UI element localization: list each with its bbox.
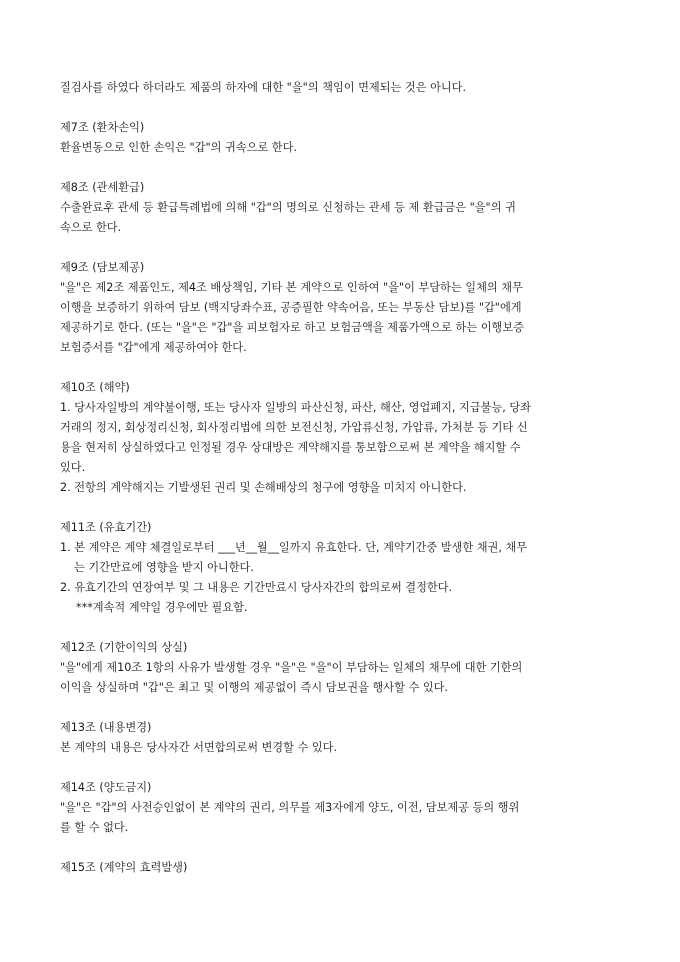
article-8-line-2: 속으로 한다. xyxy=(60,221,122,234)
spacer xyxy=(60,618,622,638)
article-12-title: 제12조 (기한이익의 상실) xyxy=(60,641,188,654)
article-10-line-3: 용을 현저히 상실하였다고 인정될 경우 상대방은 계약해지를 통보함으로써 본 계약을 해지할 수 xyxy=(60,441,521,454)
article-13 xyxy=(60,718,622,758)
article-11-line-2: 는 기간만료에 영향을 받지 아니한다. xyxy=(74,561,254,574)
article-10-title: 제10조 (해약) xyxy=(60,381,130,394)
article-12-line-2: 이익을 상실하며 "갑"은 최고 및 이행의 제공없이 즉시 담보권을 행사할 수 있다. xyxy=(60,681,448,694)
spacer xyxy=(60,698,622,718)
article-9-line-4: 보험증서를 "갑"에게 제공하여야 한다. xyxy=(60,341,247,354)
article-10-line-2: 거래의 정지, 회상정리신청, 회사정리법에 의한 보전신청, 가압류신청, 가압류, 가처분 등 기타 신 xyxy=(60,421,528,434)
article-10-line-1: 1. 당사자일방의 계약불이행, 또는 당사자 일방의 파산신청, 파산, 해산, 영업폐지, 지급불능, 당좌 xyxy=(60,401,531,414)
article-11-note: ***계속적 계약일 경우에만 필요함. xyxy=(76,601,248,614)
spacer xyxy=(60,358,622,378)
article-12 xyxy=(60,638,622,698)
article-14-line-2: 를 할 수 없다. xyxy=(60,821,129,834)
article-14 xyxy=(60,778,622,838)
spacer xyxy=(60,158,622,178)
spacer xyxy=(60,498,622,518)
continued-text-line: 질검사를 하였다 하더라도 제품의 하자에 대한 "을"의 책임이 면제되는 것은 아니다. xyxy=(60,81,467,94)
article-11-line-3: 2. 유효기간의 연장여부 및 그 내용은 기간만료시 당사자간의 합의로써 결정한다. xyxy=(60,581,453,594)
article-11 xyxy=(60,518,622,618)
spacer xyxy=(60,838,622,858)
article-8 xyxy=(60,178,622,238)
article-9-title: 제9조 (담보제공) xyxy=(60,261,145,274)
article-9 xyxy=(60,258,622,358)
article-15 xyxy=(60,858,622,878)
article-13-title: 제13조 (내용변경) xyxy=(60,721,152,734)
article-8-line-1: 수출완료후 관세 등 환급특례법에 의해 "갑"의 명의로 신청하는 관세 등 제 환급금은 "을"의 귀 xyxy=(60,201,516,214)
article-13-line-1: 본 계약의 내용은 당사자간 서면합의로써 변경할 수 있다. xyxy=(60,741,338,754)
article-15-title: 제15조 (계약의 효력발생) xyxy=(60,861,188,874)
article-10-line-5: 2. 전항의 계약해지는 기발생된 권리 및 손해배상의 청구에 영향을 미치지 아니한다. xyxy=(60,481,467,494)
article-11-line-1: 1. 본 계약은 계약 체결일로부터 ___년__월__일까지 유효한다. 단, 계약기간중 발생한 채권, 채무 xyxy=(60,541,528,554)
article-9-line-1: "을"은 제2조 제품인도, 제4조 배상책임, 기타 본 계약으로 인하여 "을"이 부담하는 일체의 채무 xyxy=(60,281,523,294)
spacer xyxy=(60,98,622,118)
article-7-title: 제7조 (환차손익) xyxy=(60,121,145,134)
article-7 xyxy=(60,118,622,158)
spacer xyxy=(60,758,622,778)
article-8-title: 제8조 (관세환급) xyxy=(60,181,145,194)
article-7-line-1: 환율변동으로 인한 손익은 "갑"의 귀속으로 한다. xyxy=(60,141,297,154)
spacer xyxy=(60,238,622,258)
article-10-line-4: 있다. xyxy=(60,461,86,474)
article-14-line-1: "을"은 "갑"의 사전승인없이 본 계약의 권리, 의무를 제3자에게 양도, 이전, 담보제공 등의 행위 xyxy=(60,801,520,814)
article-10 xyxy=(60,378,622,498)
article-11-title: 제11조 (유효기간) xyxy=(60,521,152,534)
article-12-line-1: "을"에게 제10조 1항의 사유가 발생할 경우 "을"은 "을"이 부담하는 일체의 채무에 대한 기한의 xyxy=(60,661,523,674)
article-9-line-2: 이행을 보증하기 위하여 담보 (백지당좌수표, 공증필한 약속어음, 또는 부동산 담보)를 "갑"에게 xyxy=(60,301,522,314)
article-9-line-3: 제공하기로 한다. (또는 "을"은 "갑"을 피보험자로 하고 보험금액을 제품가액으로 하는 이행보증 xyxy=(60,321,524,334)
article-14-title: 제14조 (양도금지) xyxy=(60,781,152,794)
